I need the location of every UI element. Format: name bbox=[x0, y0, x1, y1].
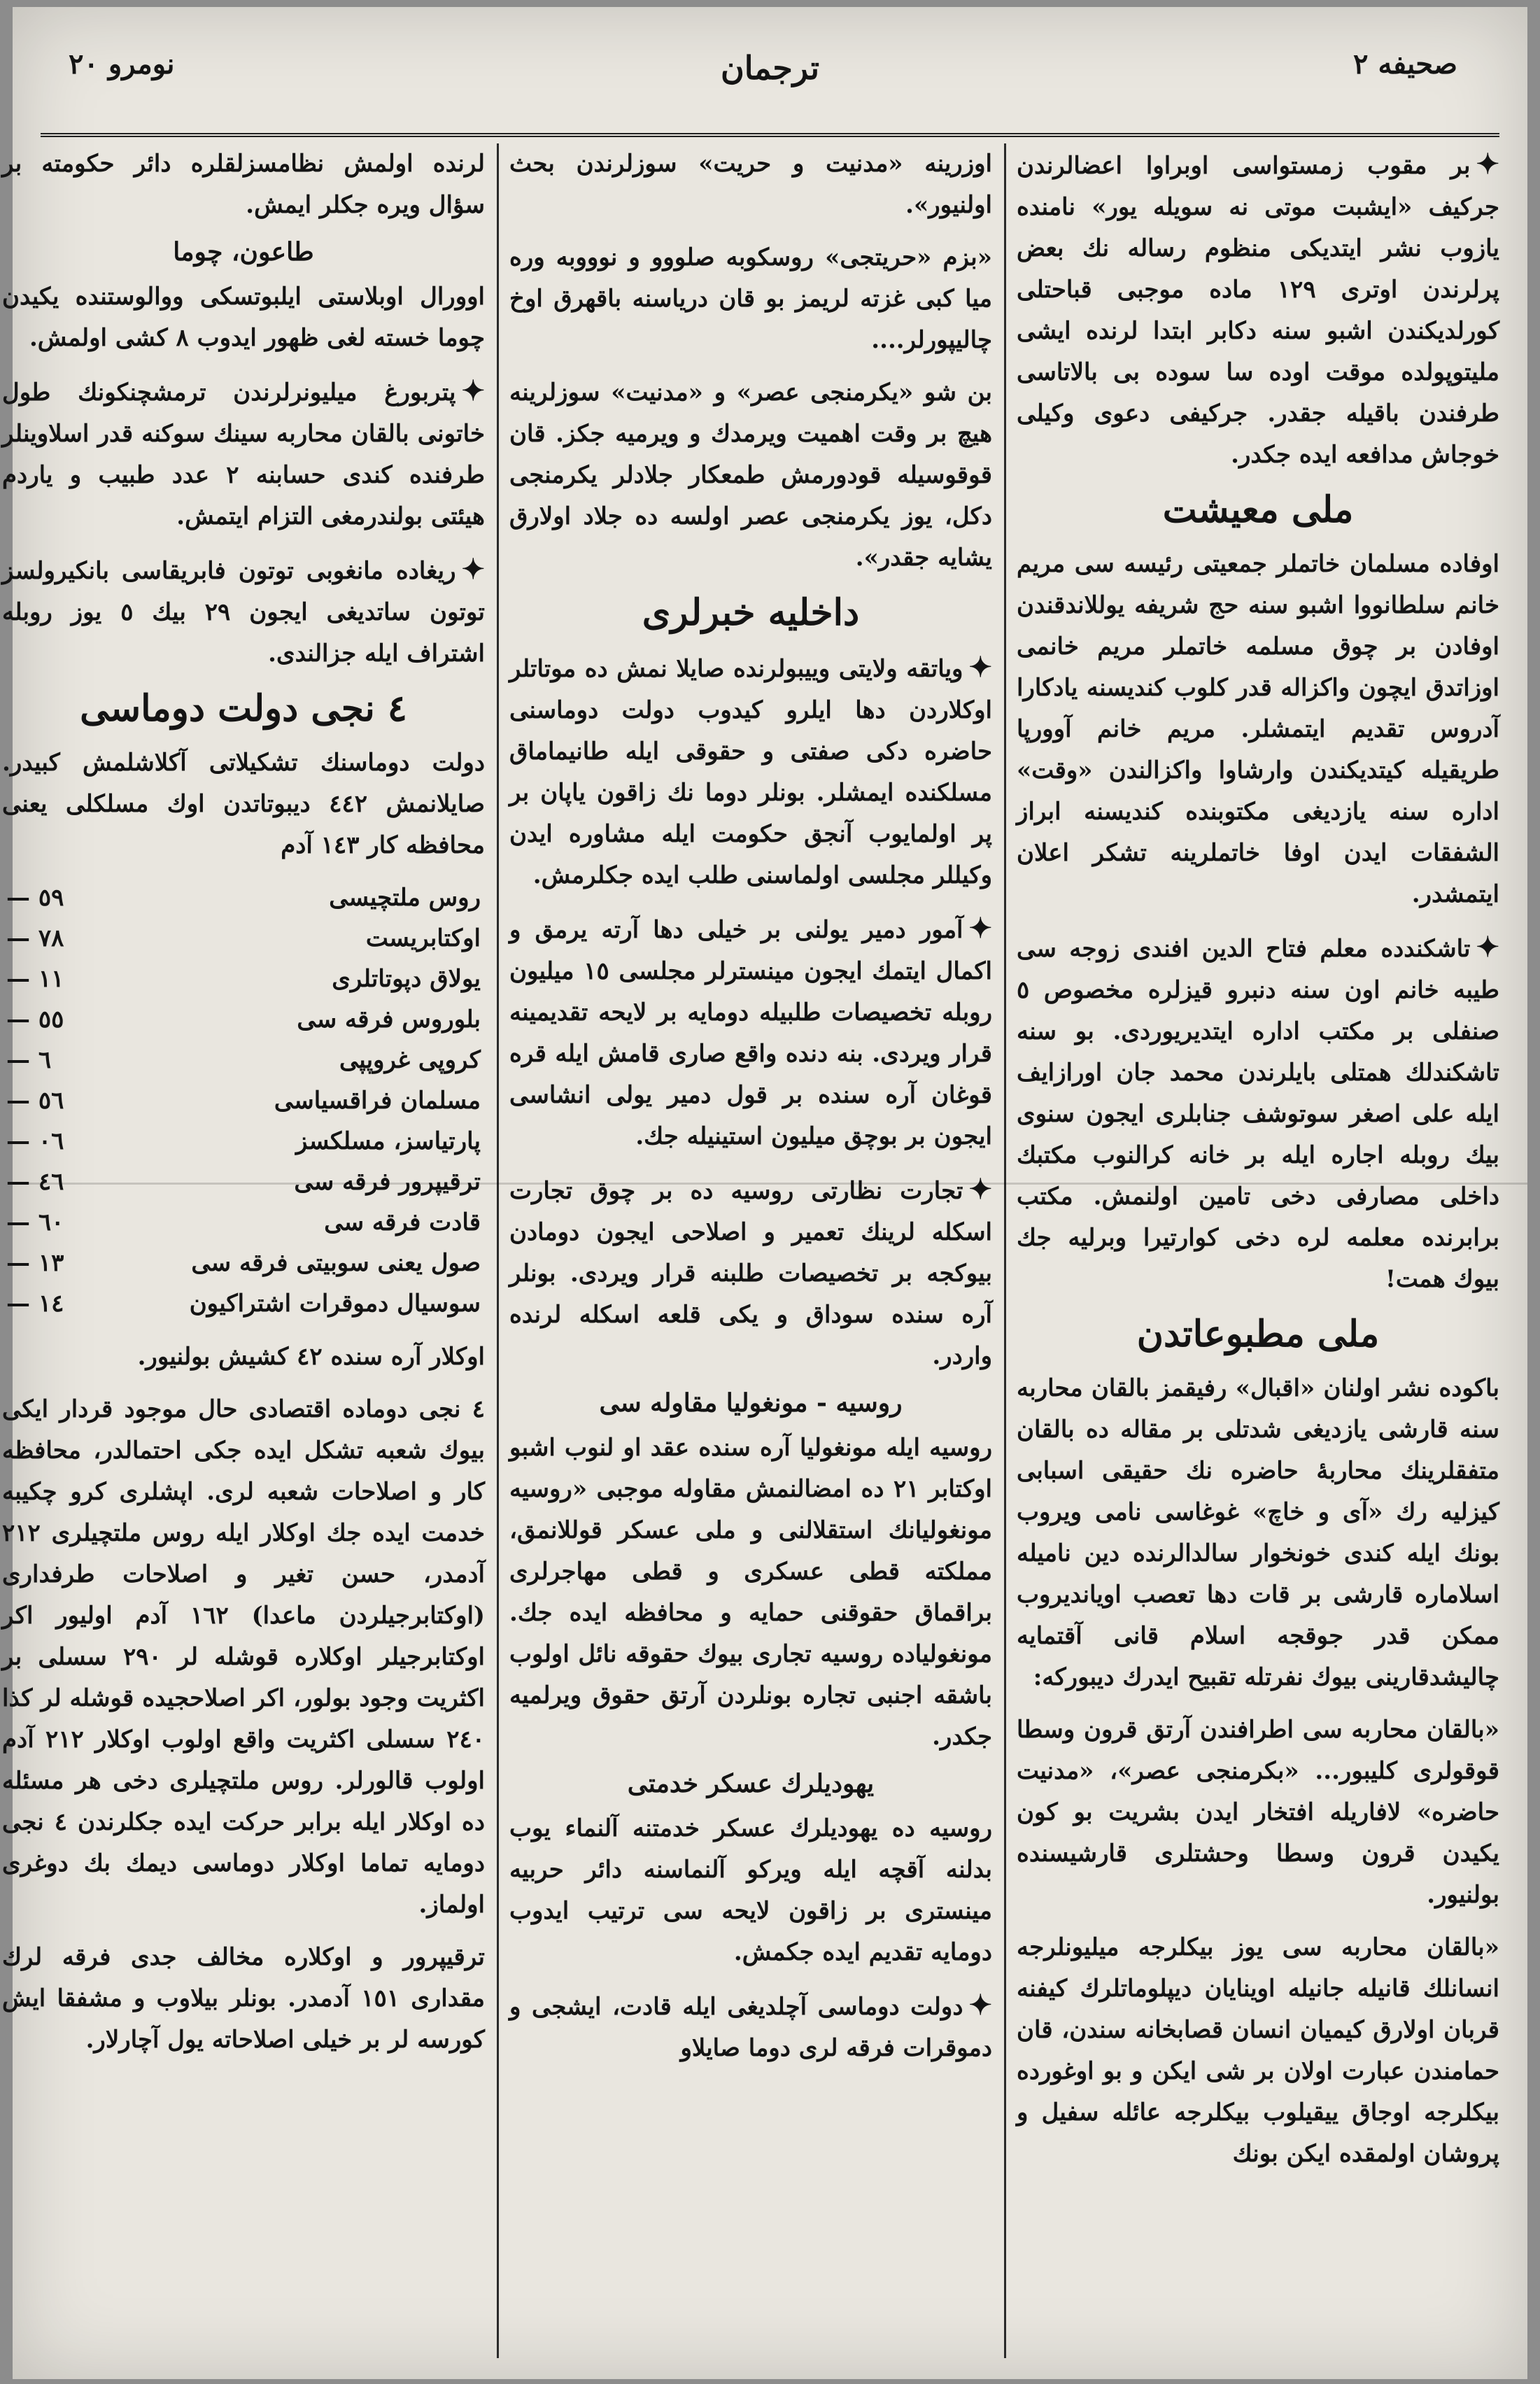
faction-name: یولاق دپوتاتلری bbox=[332, 965, 481, 993]
paragraph-text: تجارت نظارتی روسیه ده بر چوق تجارت اسکله لرینك تعمیر و اصلاحی ایجون دومادن بیوکجه بر تخصیصات طلبنه قرار ویردی. بونلر آره سنده سوداق و یکی قلعه اسکله لرنده واردر. bbox=[509, 1177, 992, 1370]
newspaper-title: ترجمان bbox=[720, 49, 819, 87]
table-row bbox=[2, 1080, 485, 1121]
column-divider bbox=[497, 143, 499, 2358]
article-paragraph: «بالقان محاربه سی یوز بیکلرجه میلیونلرجه انسانلك قانیله جانیله اوینایان دیپلوماتلرك کیفنه قربان اولارق کیمیان انسان قصابخانه سندن، قان حمامندن عبارت اولان بر شی ایکن و بو اوغورده بیکلرجه اوجاق ییقیلوب بیکلرجه عائله سفیل و پروشان اولمقده ایکن بونك bbox=[1017, 1933, 1499, 2168]
faction-seats: ١٤ — bbox=[6, 1290, 64, 1318]
article-paragraph: باکوده نشر اولنان «اقبال» رفیقمز بالقان محاربه سنه قارشی یازدیغی شدتلی بر مقاله ده بالقان متفقلرینك محاربهٔ حاضره نك حقیقی اسبابی کیزلیه رك «آی و خاچ» غوغاسی نامی ویروب بونك ایله کندی خونخوار سالدالرنده دین نامیله اسلاماره قارشی بر قات دها تعصب اویاندیروب ممکن قدر جوقجه اسلام قانی آقتمایه چالیشدقارینی بیوك نفرتله تقبیح ایدرك دیبورکه: bbox=[1017, 1374, 1499, 1691]
faction-name: اوکتابریست bbox=[365, 924, 481, 952]
column-divider bbox=[1004, 143, 1006, 2358]
table-row bbox=[2, 1040, 485, 1080]
issue-number: نومرو ٢٠ bbox=[69, 48, 175, 80]
section-heading: داخلیه خبرلری bbox=[642, 591, 860, 634]
paragraph-text: دولت دوماسی آچلدیغی ایله قادت، ایشجی و دموقرات فرقه لری دوما صایلاو bbox=[509, 1993, 992, 2062]
faction-name: کروپی غروپپی bbox=[339, 1046, 481, 1074]
faction-seats: ٥٥ — bbox=[6, 1006, 64, 1034]
table-row bbox=[2, 1243, 485, 1283]
column-left bbox=[2, 143, 485, 2358]
faction-seats: ٥٦ — bbox=[6, 1087, 64, 1115]
faction-seats: ١٣ — bbox=[6, 1249, 64, 1277]
subsection-heading: روسیه - مونغولیا مقاوله سی bbox=[599, 1388, 903, 1418]
subsection-heading: یهودیلرك عسکر خدمتی bbox=[627, 1769, 875, 1798]
table-row bbox=[2, 1202, 485, 1243]
faction-name: سوسیال دموقرات اشتراکیون bbox=[189, 1290, 481, 1318]
star-icon: ✦ bbox=[1476, 931, 1499, 964]
article-paragraph: اوورال اوبلاستی ایلبوتسکی ووالوستنده یکیدن چوما خسته لغی ظهور ایدوب ٨ کشی اولمش. bbox=[2, 283, 485, 352]
section-heading: ملی معیشت bbox=[1162, 488, 1354, 531]
paragraph-text: پتربورغ میلیونرلرندن ترمشچنکونك طول خاتونی بالقان محاربه سینك سوکنه قدر اسلاوینلر طرفنده کندی حسابنه ٢ عدد طبیب و یاردم هیئتی بولندرمغی التزام ایتمش. bbox=[2, 379, 485, 530]
article-paragraph: لرنده اولمش نظامسزلقلره دائر حکومته بر سؤال ویره جکلر ایمش. bbox=[2, 150, 485, 219]
table-row bbox=[2, 1121, 485, 1162]
faction-seats: ٦ — bbox=[6, 1046, 52, 1074]
article-paragraph bbox=[509, 1984, 992, 2069]
star-icon: ✦ bbox=[461, 374, 485, 407]
faction-name: صول یعنی سوبیتی فرقه سی bbox=[191, 1249, 481, 1277]
article-paragraph bbox=[509, 647, 992, 896]
faction-name: مسلمان فراقسیاسی bbox=[274, 1087, 481, 1115]
article-paragraph: اوکلار آره سنده ٤٢ کشیش بولنیور. bbox=[137, 1343, 485, 1371]
paragraph-text: ویاتقه ولایتی وییبولرنده صایلا نمش ده موتاتلر اوکلاردن دها ایلرو کیدوب دولت دوماسنی حاضره دکی صفتی و حقوقی ایله طانیماماق مسلکنده ایمشلر. بونلر دوما نك زاقون یاپان بر پر اولمایوب آنجق حکومت ایله مشاوره ایدن وکیللر مجلسی اولماسنی طلب ایده جکلرمش. bbox=[509, 655, 992, 889]
table-row bbox=[2, 1162, 485, 1202]
article-paragraph: روسیه ده یهودیلرك عسکر خدمتنه آلنماء یوب بدلنه آقچه ایله ویرکو آلنماسنه دائر حربیه مینستری بر زاقون لایحه سی ترتیب ایدوب دومایه تقدیم ایده جکمش. bbox=[509, 1814, 992, 1966]
paragraph-text: بر مقوب زمستواسی اوبراوا اعضالرندن جرکیف «ایشبت موتی نه سویله یور» نامنده یازوب نشر ایتدیکی منظوم رساله نك بعض پرلرندن اوتری ١٢٩ ماده موجبی قباحتلی کورلدیکندن اشبو سنه دکابر ابتدا لرنده ایشی ملیتوپولده موقت اوده سا سوده بی بالاتاسی طرفندن باقیله جقدر. جرکیفی دعوی وکیلی خوجاش مدافعه ایده جکدر. bbox=[1017, 152, 1499, 469]
article-paragraph bbox=[509, 1169, 992, 1377]
masthead bbox=[41, 21, 1499, 137]
article-paragraph: دولت دوماسنك تشکیلاتی آکلاشلمش کبیدر. صایلانمش ٤٤٢ دیبوتاتدن اوك مسلکلی یعنی محافظه کار ١٤٣ آدم bbox=[2, 749, 485, 859]
newspaper-page bbox=[2, 7, 1527, 2379]
faction-name: قادت فرقه سی bbox=[324, 1208, 481, 1236]
table-row bbox=[2, 959, 485, 999]
table-row bbox=[2, 918, 485, 959]
paper-fold-line bbox=[13, 1183, 1527, 1185]
subsection-heading: طاعون، چوما bbox=[173, 237, 314, 267]
article-paragraph bbox=[1017, 143, 1499, 476]
star-icon: ✦ bbox=[968, 1173, 992, 1206]
article-paragraph: «بالقان محاربه سی اطرافندن آرتق قرون وسطا قوقولری کلیبور... «بکرمنجی عصر»، «مدنیت حاضره» لافاریله افتخار ایدن بشریت بو کون یکیدن قرون وسطا وحشتلری قارشیسنده بولنیور. bbox=[1017, 1716, 1499, 1909]
star-icon: ✦ bbox=[968, 651, 992, 684]
paragraph-text: ریغاده مانغوبی توتون فابریقاسی بانکیرولسز توتون ساتدیغی ایجون ٢٩ بیك ٥ یوز روبله اشتراف ایله جزالندی. bbox=[2, 557, 485, 668]
star-icon: ✦ bbox=[461, 553, 485, 586]
article-paragraph: «بزم «حریتجی» روسکوبه صلووو و نوووبه وره میا کبی غزته لریمز بو قان دریاسنه باقهرق اوخ چالیپورلر.... bbox=[509, 244, 992, 354]
article-paragraph: اوفاده مسلمان خاتملر جمعیتی رئیسه سی مریم خانم سلطانووا اشبو سنه حج شریفه یوللاندقندن اوفادن بر چوق مسلمه خاتملر مریم خانمی اوزاتدق ایچون واکزاله قدر کلوب کندیسنه یادکارا آدروس تقدیم ایتمشلر. مریم خانم آوورپا طریقیله کیتدیکندن وارشاوا واکزالندن «وقت» اداره سنه یازدیغی مکتوبنده کندیسنه ابراز الشفقات ایدن اوفا خاتملرینه تشکر اعلان ایتمشدر. bbox=[1017, 550, 1499, 908]
article-paragraph: ترقیپرور و اوکلاره مخالف جدی فرقه لرك مقداری ١٥١ آدمدر. بونلر بیلاوب و مشفقا ایش کورسه لر بر خیلی اصلاحاته یول آچارلار. bbox=[2, 1943, 486, 2054]
star-icon: ✦ bbox=[968, 1989, 992, 2022]
faction-seats: ٤٦ — bbox=[6, 1168, 64, 1196]
faction-seats: ٧٨ — bbox=[6, 924, 64, 952]
article-paragraph bbox=[1017, 926, 1499, 1300]
section-heading: ٤ نجی دولت دوماسی bbox=[80, 687, 407, 730]
faction-name: ترقیپرور فرقه سی bbox=[294, 1168, 481, 1196]
page-number: صحيفه ٢ bbox=[1353, 48, 1457, 80]
section-heading: ملی مطبوعاتدن bbox=[1136, 1313, 1380, 1355]
faction-seats: ٦٠ — bbox=[6, 1208, 64, 1236]
table-row bbox=[2, 877, 485, 918]
paragraph-text: تاشکندده معلم فتاح الدین افندی زوجه سی طیبه خانم اون سنه دنبرو قیزلره مخصوص ٥ صنفلی بر مکتب اداره ایتدیریوردی. بو سنه تاشکندلك همتلی بایلرندن محمد جان اورازایف ایله علی اصغر سوتوشف جنابلری ایجون سنوی بیك روبله اجاره ایله بر خانه کرالنوب مکتبك داخلی مصارفی دخی تامین اولنمش. مکتب برابرنده معلمه لره دخی کوارتیرا وبرلیه جك بیوك همت! bbox=[1017, 935, 1499, 1293]
faction-name: پارتیاسز، مسلکسز bbox=[295, 1127, 481, 1155]
article-paragraph: بن شو «یکرمنجی عصر» و «مدنیت» سوزلرینه هیچ بر وقت اهمیت ویرمدك و ویرمیه جکز. قان قوقوسیله قودورمش طمعکار جلادلر یکرمنجی دکل، یوز یکرمنجی عصر اولسه ده جلاد اولارق یشایه جقدر». bbox=[509, 379, 992, 572]
article-paragraph bbox=[2, 370, 485, 537]
article-paragraph bbox=[2, 549, 485, 675]
table-row bbox=[2, 1283, 485, 1324]
article-paragraph bbox=[509, 908, 992, 1157]
article-paragraph: ٤ نجی دوماده اقتصادی حال موجود قردار ایکی بیوك شعبه تشکل ایده جکی احتمالدر، محافظه کار و اصلاحات شعبه لری. اپشلری کرو چکیبه خدمت ایده جك اوکلار ایله روس ملتچیلری ٢١٢ آدمدر، حسن تغیر و اصلاحات طرفداری (اوکتابرجیلردن ماعدا) ١٦٢ آدم اولیور اکر اوکتابرجیلر اوکلاره قوشله لر ٢٩٠ سسلی بر اکثریت وجود بولور، اکر اصلاحجیده قوشله لر کذا ٢٤٠ سسلی اکثریت واقع اولوب اوکلار ٢١٢ آدم اولوب قالورلر. روس ملتچیلری دخی هر مسئله ده اوکلار ایله برابر حرکت ایده جکلرندن ٤ نجی دومایه تماما اوکلار دوماسی دیمك بك دوغری اولماز. bbox=[2, 1395, 486, 1919]
star-icon: ✦ bbox=[968, 912, 992, 945]
faction-name: روس ملتچیسی bbox=[329, 884, 481, 912]
columns bbox=[2, 143, 1499, 2358]
faction-seats: ٥٩ — bbox=[6, 884, 64, 912]
column-right bbox=[1017, 143, 1499, 2358]
faction-seats: ١١ — bbox=[6, 965, 64, 993]
paragraph-text: آمور دمیر یولنی بر خیلی دها آرته یرمق و اکمال ایتمك ایجون مینسترلر مجلسی ١٥ میلیون روبله تخصیصات طلبیله دومایه بر لایحه تقدیمینه قرار ویردی. بنه دنده واقع صاری قامش ایله قره قوغان آره سنده بر قول دمیر یولی انشاسی ایجون بر بوچق میلیون استینیله جك. bbox=[509, 916, 992, 1150]
column-middle bbox=[509, 143, 992, 2358]
article-paragraph: اوزرینه «مدنیت و حریت» سوزلرندن بحث اولنیور». bbox=[509, 150, 992, 219]
faction-name: بلوروس فرقه سی bbox=[297, 1006, 481, 1034]
duma-factions-table bbox=[2, 877, 485, 1324]
article-paragraph: روسیه ایله مونغولیا آره سنده عقد او لنوب اشبو اوکتابر ٢١ ده امضالنمش مقاوله موجبی «روسیه مونغولیانك استقلالنی و ملی عسکر قوللانمق، مملکته قطی عسکری و قطی مهاجرلری براقماق حقوقنی حمایه و محافظه ایده جك. مونغولیاده روسیه تجاری بیوك حقوقه نائل اولوب باشقه اجنبی تجاره بونلردن آرتق حقوق ویرلمیه جکدر. bbox=[509, 1434, 992, 1751]
faction-seats: ٠٦ — bbox=[6, 1127, 64, 1155]
table-row bbox=[2, 999, 485, 1040]
star-icon: ✦ bbox=[1476, 148, 1499, 181]
